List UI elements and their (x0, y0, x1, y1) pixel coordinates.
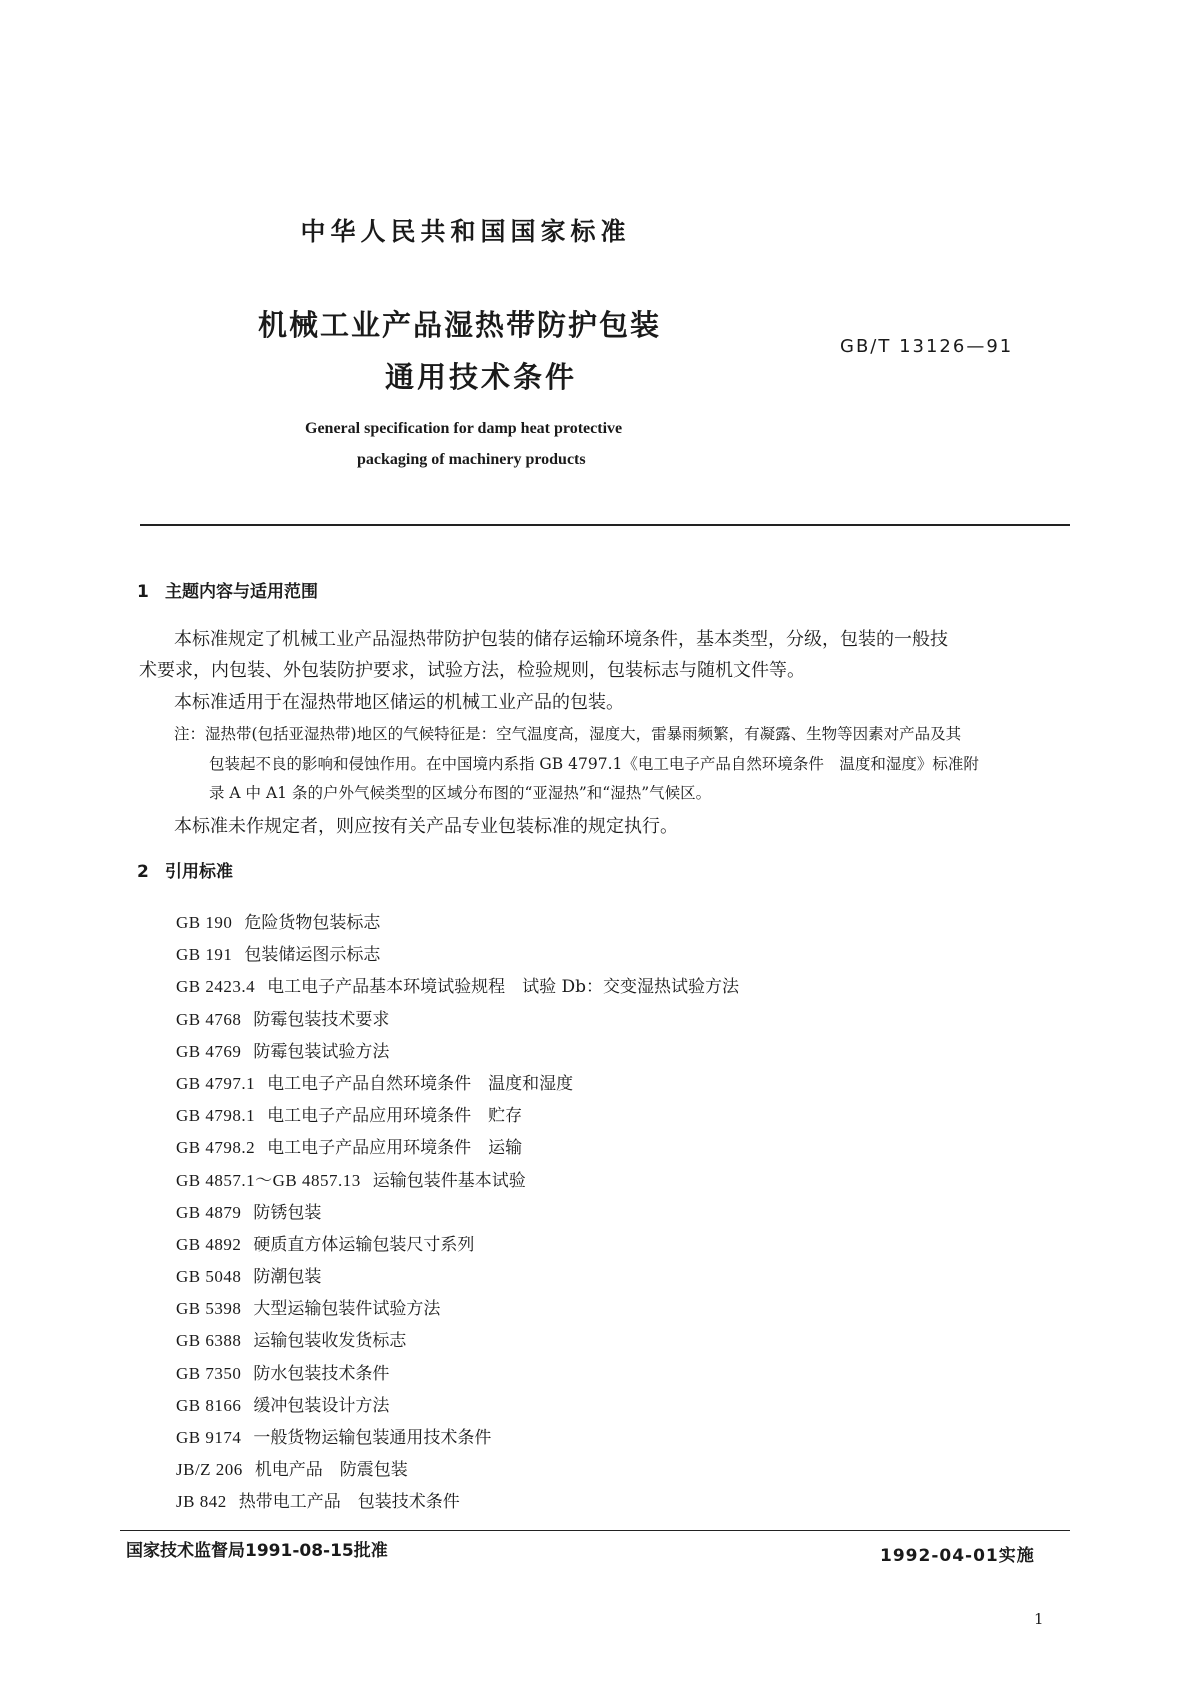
reference-title: 防潮包装 (253, 1267, 322, 1288)
section1-para3: 本标准未作规定者，则应按有关产品专业包装标准的规定执行。 (174, 816, 678, 837)
reference-code: GB 4769 (176, 1041, 242, 1061)
reference-code: GB 4797.1 (176, 1073, 256, 1093)
reference-title: 防锈包装 (253, 1202, 322, 1223)
reference-code: GB 9174 (176, 1428, 242, 1447)
document-title-line1: 机械工业产品湿热带防护包装 (258, 308, 662, 342)
reference-code: GB 4892 (176, 1234, 242, 1254)
reference-code: GB 4798.1 (176, 1106, 256, 1126)
reference-item (176, 1133, 739, 1165)
reference-item (176, 1391, 739, 1423)
reference-code: JB/Z 206 (176, 1460, 243, 1480)
reference-list (176, 908, 739, 1520)
reference-title: 防水包装技术条件 (253, 1363, 390, 1384)
section1-number: 1 (137, 582, 149, 602)
reference-title: 电工电子产品应用环境条件 运输 (267, 1138, 523, 1159)
reference-code: GB 4857.1～GB 4857.13 (176, 1170, 361, 1190)
reference-item (176, 1262, 739, 1294)
approval-date: 国家技术监督局1991-08-15批准 (126, 1541, 388, 1561)
implementation-date: 1992-04-01实施 (880, 1546, 1035, 1566)
english-title-line2: packaging of machinery products (357, 451, 586, 468)
reference-title: 危险货物包装标志 (244, 913, 381, 933)
reference-code: GB 4879 (176, 1202, 242, 1222)
section1-para1-line1: 本标准规定了机械工业产品湿热带防护包装的储存运输环境条件，基本类型，分级，包装的一般技 (174, 629, 948, 650)
section2-number: 2 (137, 862, 149, 882)
note-line1: 注：湿热带(包括亚湿热带)地区的气候特征是：空气温度高，湿度大，雷暴雨频繁，有凝露、生物等因素对产品及其 (174, 725, 962, 743)
reference-item (176, 908, 739, 940)
national-standard-heading: 中华人民共和国国家标准 (300, 217, 631, 246)
reference-title: 一般货物运输包装通用技术条件 (253, 1428, 492, 1448)
reference-title: 防霉包装试验方法 (253, 1041, 390, 1062)
reference-title: 大型运输包装件试验方法 (253, 1299, 441, 1320)
header-divider (140, 524, 1070, 526)
section1-para2: 本标准适用于在湿热带地区储运的机械工业产品的包装。 (174, 692, 624, 713)
standard-code: GB/T 13126—91 (840, 336, 1014, 357)
reference-item (176, 1455, 739, 1487)
reference-code: GB 6388 (176, 1331, 242, 1351)
note-line3: 录 A 中 A1 条的户外气候类型的区域分布图的“亚湿热”和“湿热”气候区。 (209, 784, 712, 802)
reference-item (176, 1101, 739, 1133)
reference-code: GB 8166 (176, 1395, 242, 1415)
section2-title: 引用标准 (165, 862, 233, 882)
reference-title: 机电产品 防震包装 (254, 1460, 408, 1481)
page-number: 1 (1034, 1610, 1044, 1628)
reference-item (176, 1294, 739, 1326)
reference-item (176, 1326, 739, 1358)
reference-item (176, 1005, 739, 1037)
reference-title: 热带电工产品 包装技术条件 (238, 1492, 460, 1513)
reference-code: GB 4768 (176, 1009, 242, 1029)
reference-code: GB 190 (176, 913, 233, 932)
reference-title: 缓冲包装设计方法 (253, 1395, 390, 1416)
english-title-line1: General specification for damp heat protective (305, 420, 623, 437)
reference-code: GB 191 (176, 945, 233, 965)
section1-para1-line2: 术要求，内包装、外包装防护要求，试验方法，检验规则，包装标志与随机文件等。 (139, 660, 805, 681)
reference-item (176, 1359, 739, 1391)
reference-title: 电工电子产品应用环境条件 贮存 (267, 1106, 523, 1127)
reference-item (176, 940, 739, 972)
reference-item (176, 1230, 739, 1262)
reference-title: 包装储运图示标志 (244, 945, 381, 966)
reference-code: JB 842 (176, 1492, 227, 1512)
reference-title: 防霉包装技术要求 (253, 1009, 390, 1030)
reference-code: GB 2423.4 (176, 977, 256, 997)
reference-item (176, 1198, 739, 1230)
section2-heading (137, 857, 233, 882)
reference-item (176, 1166, 739, 1198)
reference-title: 电工电子产品自然环境条件 温度和湿度 (267, 1073, 574, 1094)
note-line2: 包装起不良的影响和侵蚀作用。在中国境内系指 GB 4797.1《电工电子产品自然环境条件 温度和湿度》标准附 (209, 755, 979, 773)
reference-code: GB 7350 (176, 1363, 242, 1383)
reference-title: 运输包装收发货标志 (253, 1331, 407, 1352)
reference-code: GB 5398 (176, 1299, 242, 1319)
reference-title: 硬质直方体运输包装尺寸系列 (253, 1234, 475, 1255)
reference-item (176, 1037, 739, 1069)
reference-title: 运输包装件基本试验 (372, 1170, 526, 1191)
section1-title: 主题内容与适用范围 (165, 582, 318, 602)
reference-item (176, 1423, 739, 1455)
reference-item (176, 1487, 739, 1519)
document-title-line2: 通用技术条件 (385, 360, 578, 394)
reference-title: 电工电子产品基本环境试验规程 试验 Db：交变湿热试验方法 (267, 977, 740, 998)
section1-heading (137, 577, 318, 602)
reference-item (176, 1069, 739, 1101)
footer-divider (120, 1530, 1070, 1531)
reference-code: GB 5048 (176, 1267, 242, 1287)
reference-code: GB 4798.2 (176, 1138, 256, 1158)
reference-item (176, 972, 739, 1004)
